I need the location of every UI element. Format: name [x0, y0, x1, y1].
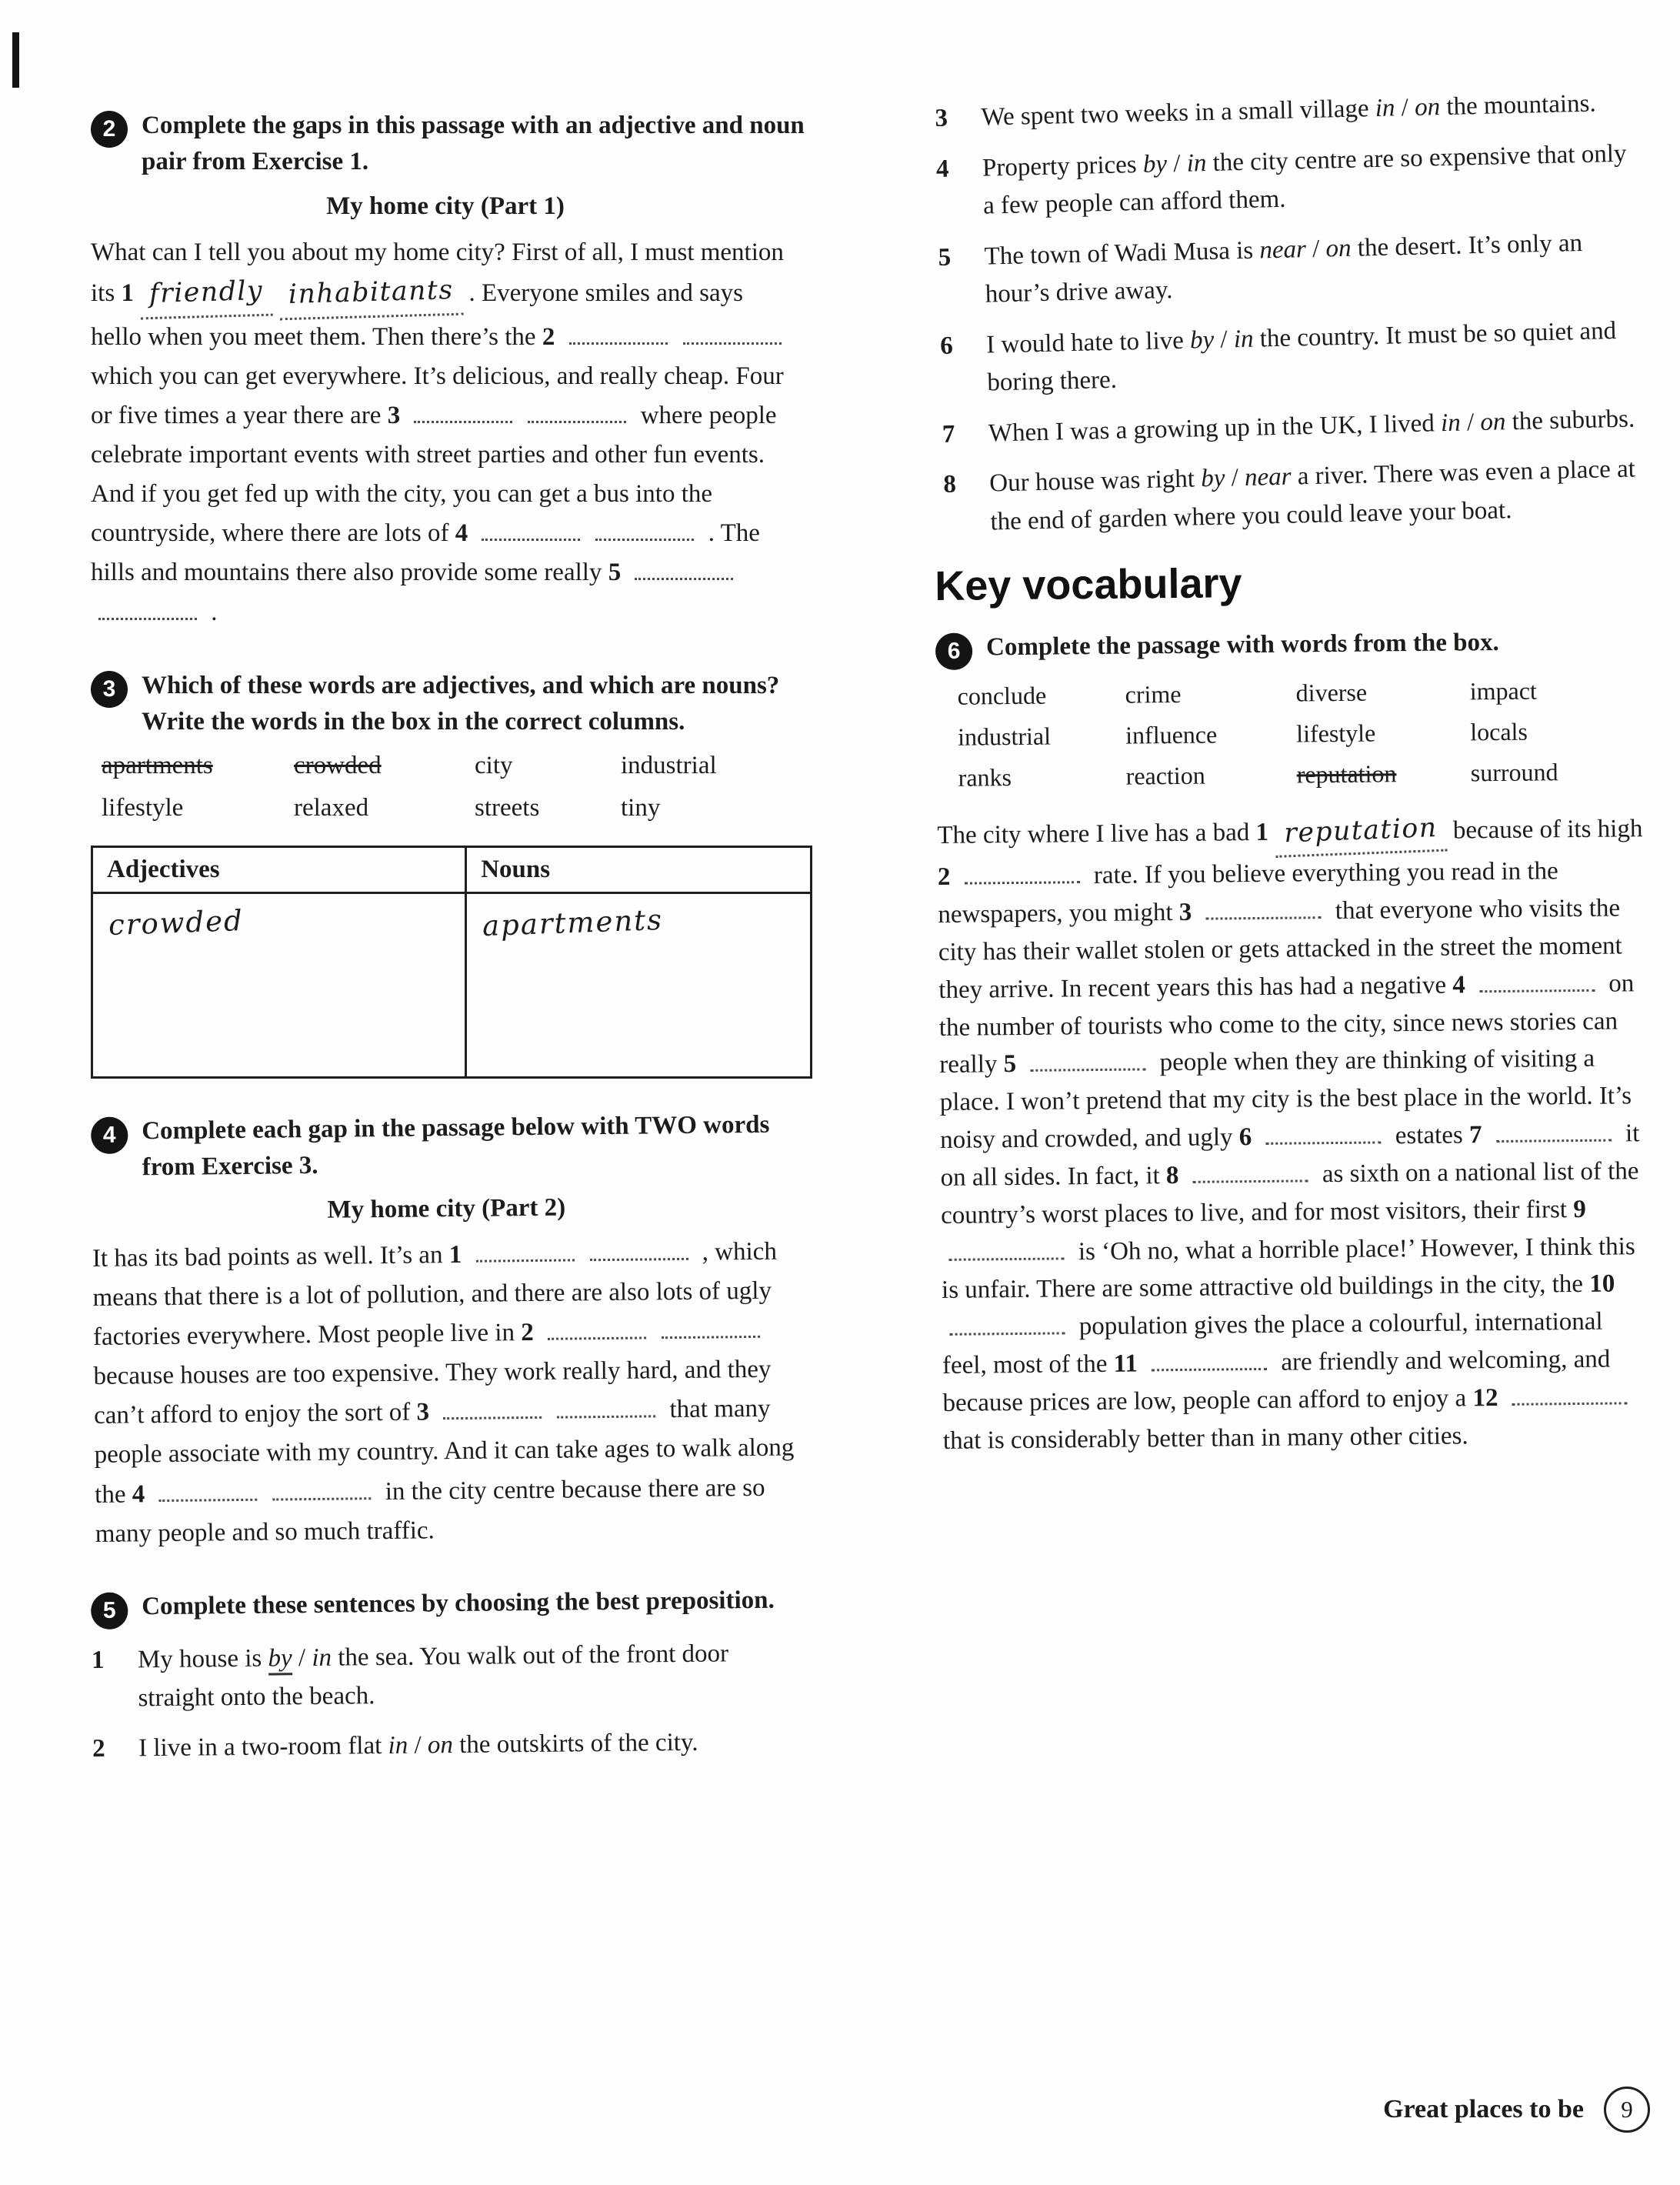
exercise-4-header [91, 1106, 832, 1186]
passage-text: . [205, 598, 218, 626]
answers-table-header-row [92, 847, 812, 893]
passage-text: a river. There was even a place at the end of garden where you could leave your boat. [990, 455, 1636, 535]
gap-number: 2 [521, 1319, 541, 1347]
sentence-number: 1 [91, 1646, 105, 1675]
exercise-6-passage [937, 809, 1649, 1459]
handwritten-answer: apartments [482, 903, 664, 943]
sentence-item [942, 399, 1659, 454]
exercise-5 [91, 1582, 832, 1769]
preposition-option: near [1244, 462, 1292, 492]
gap-line [683, 324, 782, 344]
sentence-number: 2 [92, 1735, 105, 1763]
sentence-text [138, 1635, 800, 1718]
table-cell-nouns [466, 893, 812, 1078]
preposition-option: on [427, 1731, 454, 1760]
gap-line [272, 1479, 371, 1500]
key-vocabulary-section [935, 555, 1660, 1459]
gap-line [443, 1399, 542, 1419]
word-item: lifestyle [1296, 719, 1376, 748]
passage-text: the suburbs. [1505, 404, 1635, 435]
gap-number: 12 [1472, 1383, 1505, 1413]
passage-text: Property prices [982, 150, 1144, 182]
passage-text: / [292, 1644, 312, 1673]
gap-line [589, 1240, 688, 1261]
passage-text: The city where I live has a bad [937, 819, 1256, 849]
exercise-3-header [91, 668, 831, 740]
passage-text: / [1213, 325, 1235, 354]
gap-line [528, 403, 626, 423]
passage-text: estates [1388, 1121, 1470, 1150]
passage-text: the country. It must be so quiet and boring there. [986, 316, 1617, 397]
preposition-option: near [1258, 235, 1307, 264]
gap-number: 2 [937, 863, 957, 892]
page-footer [935, 2087, 1650, 2133]
sentence-number: 8 [942, 470, 957, 499]
passage-text: / [1166, 149, 1188, 178]
exercise-5-header [91, 1582, 831, 1630]
passage-text: on the number of tourists who come to the city, since news stories can really [938, 969, 1635, 1079]
exercise-5-instruction: Complete these sentences by choosing the best preposition. [142, 1586, 775, 1621]
word-item: city [475, 752, 513, 780]
exercise-2-header [91, 108, 831, 180]
gap-number: 3 [416, 1399, 436, 1427]
exercise-6-number-badge: 6 [935, 633, 972, 670]
word-item: lifestyle [102, 794, 184, 822]
passage-text: Our house was right [988, 465, 1202, 498]
preposition-option: in [312, 1643, 332, 1673]
passage-text: are friendly and welcoming, and because prices are low, people can afford to enjoy a [942, 1345, 1611, 1417]
gap-number: 7 [1468, 1121, 1488, 1149]
gap-line [948, 1239, 1064, 1261]
handwritten-answer: friendly [139, 270, 273, 319]
preposition-option: in [388, 1731, 408, 1760]
passage-title-part2: My home city (Part 2) [327, 1193, 566, 1224]
passage-text: / [1395, 93, 1415, 122]
sentence-text [138, 1723, 800, 1769]
gap-number: 5 [608, 559, 628, 587]
answers-table-body-row [92, 893, 812, 1078]
passage-text: it on all sides. In fact, it [940, 1119, 1640, 1192]
passage-text [272, 279, 278, 307]
passage-text: My house is [137, 1644, 268, 1674]
word-item: impact [1469, 676, 1538, 706]
gap-line [1479, 971, 1595, 992]
passage-text: We spent two weeks in a small village [981, 95, 1376, 132]
gap-line [569, 324, 668, 344]
sentence-number: 7 [942, 420, 955, 449]
sentence-item [935, 84, 1652, 138]
word-item: influence [1125, 720, 1218, 749]
gap-number: 6 [1238, 1123, 1258, 1152]
gap-number: 3 [387, 401, 407, 429]
word-item: streets [475, 794, 540, 822]
exercise-5-sentences-left [92, 1634, 833, 1769]
passage-text: in the city centre because there are so many people and so much traffic. [95, 1473, 765, 1549]
gap-line [548, 1319, 646, 1340]
passage-text: population gives the place a colourful, international feel, most of the [942, 1307, 1603, 1379]
exercise-6-header [935, 623, 1652, 670]
passage-text: because of its high [1446, 815, 1643, 845]
preposition-option: by [1200, 464, 1225, 493]
gap-line [482, 521, 580, 541]
exercise-4-passage [92, 1233, 802, 1555]
preposition-option: on [1325, 234, 1352, 263]
gap-number: 2 [542, 322, 562, 351]
sentence-item [940, 311, 1658, 403]
footer-title: Great places to be [1383, 2095, 1584, 2123]
exercise-5-sentences-right [935, 84, 1662, 542]
exercise-3-number-badge: 3 [91, 671, 128, 708]
right-column [935, 89, 1652, 1496]
preposition-option: in [1375, 94, 1395, 123]
sentence-number: 4 [935, 155, 949, 183]
word-item: relaxed [294, 794, 369, 822]
sentence-text [981, 84, 1643, 137]
sentence-text [982, 135, 1645, 225]
passage-text: It has its bad points as well. It’s an [92, 1241, 449, 1273]
passage-text: , which means that there is a lot of pollution, and there are also lots of ugly factories everywhere. Most people live in [92, 1237, 778, 1352]
exercise-3-instruction: Which of these words are adjectives, and which are nouns? Write the words in the box in the correct columns. [142, 671, 780, 736]
table-header-adjectives: Adjectives [92, 847, 466, 893]
word-item: industrial [958, 722, 1052, 751]
passage-text: where people celebrate important events with street parties and other fun events. And if you get fed up with the city, you can get a bus into the countryside, where there are lots of [91, 401, 777, 548]
page-number: 9 [1604, 2087, 1650, 2133]
sentence-number: 3 [935, 104, 948, 132]
exercise-2-instruction: Complete the gaps in this passage with an adjective and noun pair from Exercise 1. [142, 112, 805, 175]
answers-table [91, 846, 812, 1079]
sentence-text [986, 312, 1649, 402]
exercise-4-instruction: Complete each gap in the passage below with TWO words from Exercise 3. [142, 1111, 770, 1182]
gap-number: 1 [121, 279, 141, 307]
struck-word: crowded [294, 752, 382, 780]
key-vocabulary-heading: Key vocabulary [935, 560, 1242, 609]
passage-text: / [1305, 235, 1326, 263]
passage-text: I would hate to live [985, 326, 1191, 359]
word-item: crime [1125, 679, 1182, 709]
sentence-text [989, 450, 1652, 541]
word-item: reaction [1125, 761, 1205, 790]
gap-line [557, 1398, 655, 1419]
gap-line [662, 1318, 760, 1339]
passage-text: / [408, 1731, 428, 1760]
exercise-3-word-list [102, 752, 778, 822]
exercise-3 [91, 668, 831, 1079]
gap-line [1512, 1384, 1628, 1406]
preposition-option: in [1440, 409, 1462, 437]
passage-text: that many people associate with my country. And it can take ages to walk along the [94, 1395, 795, 1509]
struck-word: apartments [102, 752, 213, 780]
preposition-option: on [1479, 407, 1506, 436]
struck-word: reputation [1296, 759, 1397, 789]
gap-number: 10 [1589, 1269, 1615, 1299]
word-item: conclude [957, 681, 1047, 710]
scan-artifact [12, 32, 19, 88]
word-item: tiny [621, 794, 661, 822]
preposition-option: on [1414, 93, 1441, 122]
passage-text: When I was a growing up in the UK, I lived [988, 409, 1442, 448]
passage-text: the desert. It’s only an hour’s drive away. [985, 229, 1583, 309]
gap-number: 3 [1178, 898, 1198, 927]
passage-text: that everyone who visits the city has their wallet stolen or gets attacked in the street the moment they arrive. In recent years this has had a negative [938, 894, 1622, 1004]
gap-line [1030, 1051, 1145, 1072]
exercise-4 [91, 1106, 835, 1554]
sentence-item [938, 222, 1656, 315]
left-column [91, 108, 831, 1804]
sentence-item [92, 1634, 832, 1718]
word-item: diverse [1295, 678, 1368, 707]
gap-line [1265, 1123, 1381, 1145]
passage-text: . Everyone smiles and says hello when you meet them. Then there’s the [91, 279, 743, 351]
passage-text: The town of Wadi Musa is [984, 235, 1260, 271]
word-item: industrial [621, 752, 717, 780]
passage-text: is ‘Oh no, what a horrible place!’ However, I think this is unfair. There are some attractive old buildings in the city, the [941, 1232, 1635, 1305]
passage-text: which you can get everywhere. It’s delicious, and really cheap. Four or five times a year there are [91, 362, 784, 429]
exercise-6-word-box [957, 676, 1625, 792]
gap-number: 8 [1165, 1161, 1185, 1190]
gap-line [965, 863, 1080, 885]
gap-number: 4 [132, 1480, 152, 1509]
passage-text: as sixth on a national list of the country’s worst places to live, and for most visitors, their first [940, 1157, 1639, 1229]
sentence-item [943, 450, 1662, 542]
table-header-nouns: Nouns [466, 847, 812, 893]
sentence-number: 6 [939, 332, 954, 360]
preposition-option: in [1186, 148, 1207, 178]
gap-number: 11 [1113, 1349, 1145, 1378]
gap-line [1496, 1122, 1612, 1143]
gap-line [475, 1241, 574, 1262]
chosen-preposition: by [268, 1645, 292, 1676]
word-item: locals [1470, 717, 1528, 746]
handwritten-answer: crowded [108, 904, 245, 942]
gap-number: 1 [448, 1240, 468, 1269]
preposition-option: by [1189, 325, 1215, 355]
gap-number: 4 [1452, 971, 1472, 999]
passage-text: people when they are thinking of visiting a place. I won’t pretend that my city is the best place in the world. It’s noisy and crowded, and ugly [939, 1045, 1632, 1155]
passage-text: / [1460, 408, 1481, 437]
passage-text: the mountains. [1439, 89, 1597, 122]
sentence-item [92, 1723, 832, 1769]
sentence-text [984, 223, 1647, 314]
passage-text: / [1224, 463, 1245, 492]
passage-text: because houses are too expensive. They work really hard, and they can’t afford to enjoy the sort of [93, 1356, 772, 1430]
passage-text: . The hills and mountains there also provide some really [91, 519, 760, 587]
gap-line [1152, 1350, 1267, 1372]
preposition-option: by [1142, 149, 1168, 178]
gap-line [1193, 1162, 1308, 1183]
handwritten-answer: inhabitants [278, 270, 463, 320]
sentence-item [935, 134, 1654, 226]
sentence-text [988, 400, 1650, 453]
word-item: surround [1470, 758, 1558, 787]
gap-number: 5 [1003, 1050, 1023, 1079]
gap-line [595, 521, 694, 541]
exercise-6-instruction: Complete the passage with words from the box. [985, 628, 1499, 662]
exercise-2-passage [91, 233, 797, 632]
sentence-number: 5 [938, 243, 952, 272]
exercise-2 [91, 108, 831, 632]
preposition-option: in [1233, 325, 1254, 353]
gap-line [949, 1315, 1065, 1336]
passage-text: I live in a two-room flat [138, 1732, 388, 1763]
word-item: ranks [958, 763, 1012, 792]
exercise-5-number-badge: 5 [91, 1593, 128, 1630]
passage-text: rate. If you believe everything you read in the newspapers, you might [938, 857, 1558, 929]
passage-text: What can I tell you about my home city? First of all, I must mention its [91, 238, 784, 307]
gap-number: 4 [455, 519, 475, 548]
exercise-4-number-badge: 4 [91, 1117, 128, 1155]
gap-line [158, 1481, 257, 1502]
gap-number: 1 [1255, 818, 1275, 847]
gap-line [414, 403, 512, 423]
passage-text: that is considerably better than in many other cities. [942, 1422, 1468, 1455]
passage-title-part1: My home city (Part 1) [326, 192, 565, 220]
passage-text: the sea. You walk out of the front door straight onto the beach. [138, 1640, 729, 1713]
exercise-2-number-badge: 2 [91, 111, 128, 148]
table-cell-adjectives [92, 893, 466, 1078]
passage-text: the outskirts of the city. [452, 1728, 698, 1760]
gap-line [98, 599, 197, 619]
passage-text: the city centre are so expensive that only a few people can afford them. [982, 139, 1627, 220]
gap-number: 9 [1573, 1195, 1586, 1223]
handwritten-answer: reputation [1274, 809, 1447, 859]
gap-line [1205, 899, 1321, 920]
gap-line [635, 560, 733, 580]
